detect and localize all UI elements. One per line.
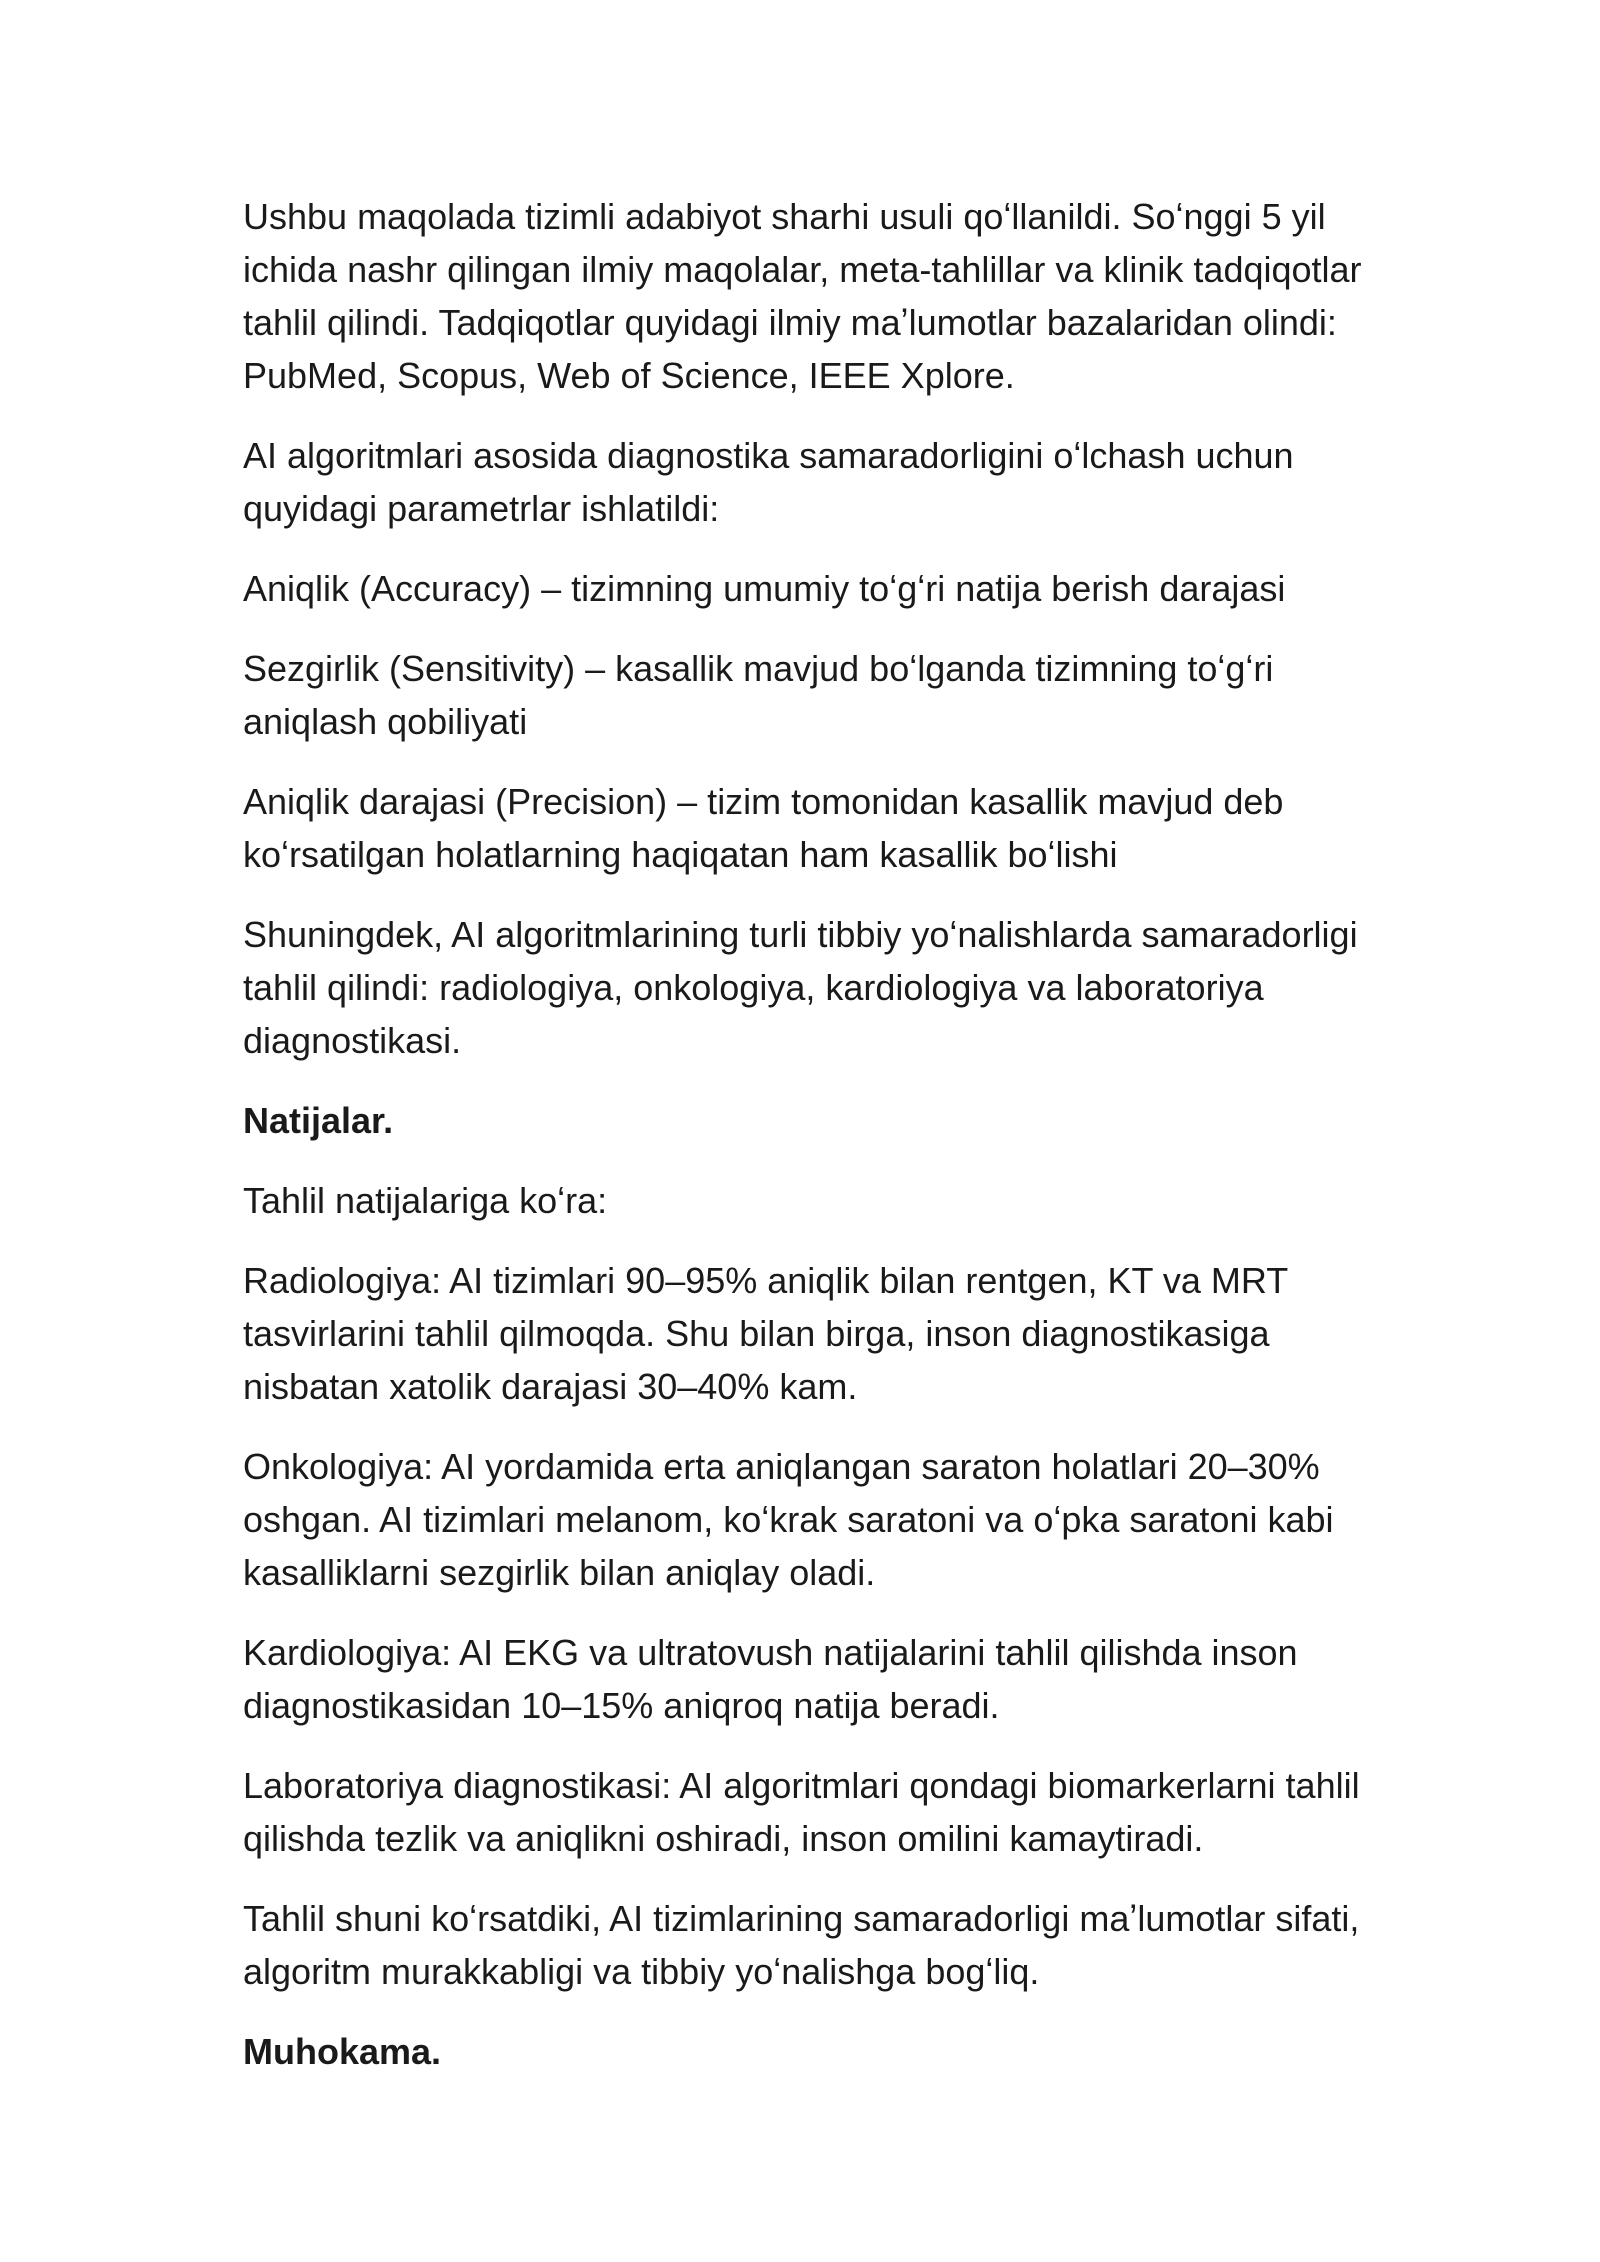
document-page (243, 190, 1373, 2105)
cardiology-paragraph: Kardiologiya: AI EKG va ultratovush natijalarini tahlil qilishda inson diagnostikasidan 10–15% aniqroq natija beradi. (243, 1632, 1298, 1726)
precision-definition: Aniqlik darajasi (Precision) – tizim tomonidan kasallik mavjud deb koʻrsatilgan holatlarning haqiqatan ham kasallik boʻlishi (243, 781, 1284, 875)
results-heading: Natijalar. (243, 1100, 394, 1141)
methods-paragraph: Ushbu maqolada tizimli adabiyot sharhi usuli qoʻllanildi. Soʻnggi 5 yil ichida nashr qilingan ilmiy maqolalar, meta-tahlillar va klinik tadqiqotlar tahlil qilindi. Tadqiqotlar quyidagi ilmiy maʼlumotlar bazalaridan olindi: PubMed, Scopus, Web of Science, IEEE Xplore. (243, 196, 1362, 396)
radiology-paragraph: Radiologiya: AI tizimlari 90–95% aniqlik bilan rentgen, KT va MRT tasvirlarini tahlil qilmoqda. Shu bilan birga, inson diagnostikasiga nisbatan xatolik darajasi 30–40% kam. (243, 1260, 1288, 1407)
conclusion-paragraph: Tahlil shuni koʻrsatdiki, AI tizimlarining samaradorligi maʼlumotlar sifati, algoritm murakkabligi va tibbiy yoʻnalishga bogʻliq. (243, 1898, 1360, 1992)
accuracy-definition: Aniqlik (Accuracy) – tizimning umumiy toʻgʻri natija berish darajasi (243, 568, 1286, 609)
laboratory-paragraph: Laboratoriya diagnostikasi: AI algoritmlari qondagi biomarkerlarni tahlil qilishda tezlik va aniqlikni oshiradi, inson omilini kamaytiradi. (243, 1765, 1360, 1859)
discussion-heading: Muhokama. (243, 2031, 442, 2072)
parameters-intro-paragraph: AI algoritmlari asosida diagnostika samaradorligini oʻlchash uchun quyidagi parametrlar ishlatildi: (243, 435, 1294, 529)
oncology-paragraph: Onkologiya: AI yordamida erta aniqlangan saraton holatlari 20–30% oshgan. AI tizimlari melanom, koʻkrak saratoni va oʻpka saratoni kabi kasalliklarni sezgirlik bilan aniqlay oladi. (243, 1446, 1334, 1593)
fields-paragraph: Shuningdek, AI algoritmlarining turli tibbiy yoʻnalishlarda samaradorligi tahlil qilindi: radiologiya, onkologiya, kardiologiya va laboratoriya diagnostikasi. (243, 914, 1358, 1061)
sensitivity-definition: Sezgirlik (Sensitivity) – kasallik mavjud boʻlganda tizimning toʻgʻri aniqlash qobiliyati (243, 648, 1274, 742)
results-intro-paragraph: Tahlil natijalariga koʻra: (243, 1180, 608, 1221)
